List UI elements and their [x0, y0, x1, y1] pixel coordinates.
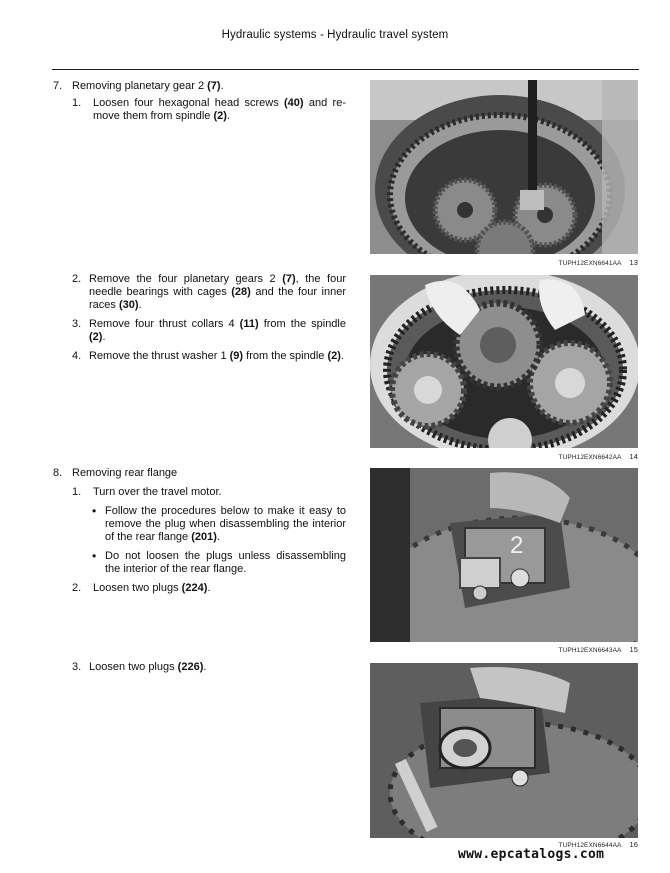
step-7-number: 7.	[53, 80, 63, 92]
svg-text:2: 2	[510, 532, 524, 559]
figure-14-photo	[370, 275, 638, 448]
step-8-2-number: 2.	[72, 582, 82, 594]
figure-14-caption: TUPH12EXN6642AA 14	[558, 452, 638, 461]
step-8-number: 8.	[53, 467, 63, 479]
watermark-url[interactable]: www.epcatalogs.com	[458, 847, 605, 862]
figure-13-caption: TUPH12EXN6641AA 13	[558, 258, 638, 267]
header-rule	[52, 69, 639, 70]
bullet-dot: •	[92, 504, 97, 518]
step-7-3-text: Remove four thrust collars 4 (11) from the spindle (2).	[89, 318, 346, 343]
page-header: Hydraulic systems - Hydraulic travel system	[221, 29, 449, 41]
step-7-3-number: 3.	[72, 318, 82, 330]
figure-13-photo	[370, 80, 638, 254]
step-8-title: Removing rear flange	[72, 467, 178, 479]
step-7-title: Removing planetary gear 2 (7).	[72, 80, 224, 92]
figure-16-caption: TUPH12EXN6644AA 16	[558, 840, 638, 849]
step-8-bullet-1: Follow the procedures below to make it easy to remove the plug when disassembling the interior of the rear flange (201).	[105, 505, 346, 543]
figure-15-photo	[370, 468, 638, 642]
step-7-4-number: 4.	[72, 350, 82, 362]
bullet-dot: •	[92, 549, 97, 563]
step-8-1-text: Turn over the travel motor.	[93, 486, 222, 498]
step-7-1-number: 1.	[72, 97, 82, 109]
step-7-1-text: Loosen four hexagonal head screws (40) and re-move them from spindle (2).	[93, 97, 346, 122]
step-7-2-text: Remove the four planetary gears 2 (7), the four needle bearings with cages (28) and the four inner races (30).	[89, 273, 346, 311]
figure-16-photo	[370, 663, 638, 838]
step-7-4-text: Remove the thrust washer 1 (9) from the spindle (2).	[89, 350, 344, 362]
step-8-1-number: 1.	[72, 486, 82, 498]
figure-15-caption: TUPH12EXN6643AA 15	[558, 645, 638, 654]
step-8-bullet-2: Do not loosen the plugs unless disassembling the interior of the rear flange.	[105, 550, 346, 575]
step-8-3-text: Loosen two plugs (226).	[89, 661, 207, 673]
step-7-2-number: 2.	[72, 273, 82, 285]
step-8-2-text: Loosen two plugs (224).	[93, 582, 211, 594]
step-8-3-number: 3.	[72, 661, 82, 673]
